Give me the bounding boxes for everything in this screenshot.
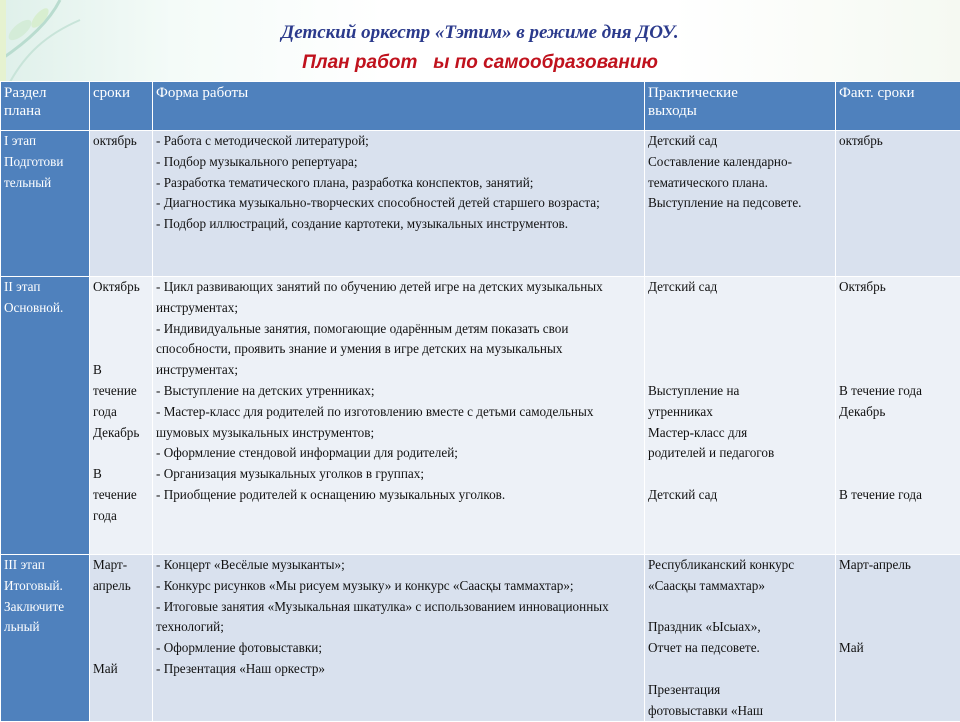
- header-outputs: Практические выходы: [645, 82, 836, 131]
- table-header-row: [1, 82, 960, 131]
- table-row: [1, 131, 960, 277]
- header-actual: Факт. сроки: [836, 82, 960, 131]
- header-terms: сроки: [90, 82, 153, 131]
- stage-cell: III этап Итоговый. Заключите льный: [1, 555, 90, 722]
- table-row: [1, 555, 960, 722]
- form-cell: - Концерт «Весёлые музыканты»; - Конкурс рисунков «Мы рисуем музыку» и конкурс «Саасқы таммахтар»; - Итоговые занятия «Музыкальная шкатулка» с использованием инновационных технологий; - Оформление фотовыставки; - Презентация «Наш оркестр»: [153, 555, 645, 722]
- page-subtitle: План работ ы по самообразованию: [0, 52, 960, 74]
- terms-cell: Март- апрель Май: [90, 555, 153, 722]
- outputs-cell: Детский сад Составление календарно-тематического плана. Выступление на педсовете.: [645, 131, 836, 277]
- terms-cell: октябрь: [90, 131, 153, 277]
- stage-cell: I этап Подготови тельный: [1, 131, 90, 277]
- terms-cell: Октябрь В течение года Декабрь В течение года: [90, 277, 153, 555]
- actual-cell: октябрь: [836, 131, 960, 277]
- table-row: [1, 277, 960, 555]
- stage-cell: II этап Основной.: [1, 277, 90, 555]
- page-title: Детский оркестр «Тэтим» в режиме дня ДОУ.: [0, 22, 960, 44]
- form-cell: - Цикл развивающих занятий по обучению детей игре на детских музыкальных инструментах; - Индивидуальные занятия, помогающие одарённым детям показать свои способности, проявить знание и умения в игре детских на музыкальных инструментах; - Выступление на детских утренниках; - Мастер-класс для родителей по изготовлению вместе с детьми самодельных шумовых музыкальных инструментов; - Оформление стендовой информации для родителей; - Организация музыкальных уголков в группах; - Приобщение родителей к оснащению музыкальных уголков.: [153, 277, 645, 555]
- header-form: Форма работы: [153, 82, 645, 131]
- actual-cell: Октябрь В течение года Декабрь В течение года: [836, 277, 960, 555]
- actual-cell: Март-апрель Май: [836, 555, 960, 722]
- work-plan-table: [0, 81, 960, 722]
- outputs-cell: Республиканский конкурс «Саасқы таммахтар» Праздник «Ысыах», Отчет на педсовете. Презентация фотовыставки «Наш: [645, 555, 836, 722]
- outputs-cell: Детский сад Выступление на утренниках Мастер-класс для родителей и педагогов Детский сад: [645, 277, 836, 555]
- form-cell: - Работа с методической литературой; - Подбор музыкального репертуара; - Разработка тематического плана, разработка конспектов, занятий; - Диагностика музыкально-творческих способностей детей старшего возраста; - Подбор иллюстраций, создание картотеки, музыкальных инструментов.: [153, 131, 645, 277]
- header-section: Раздел плана: [1, 82, 90, 131]
